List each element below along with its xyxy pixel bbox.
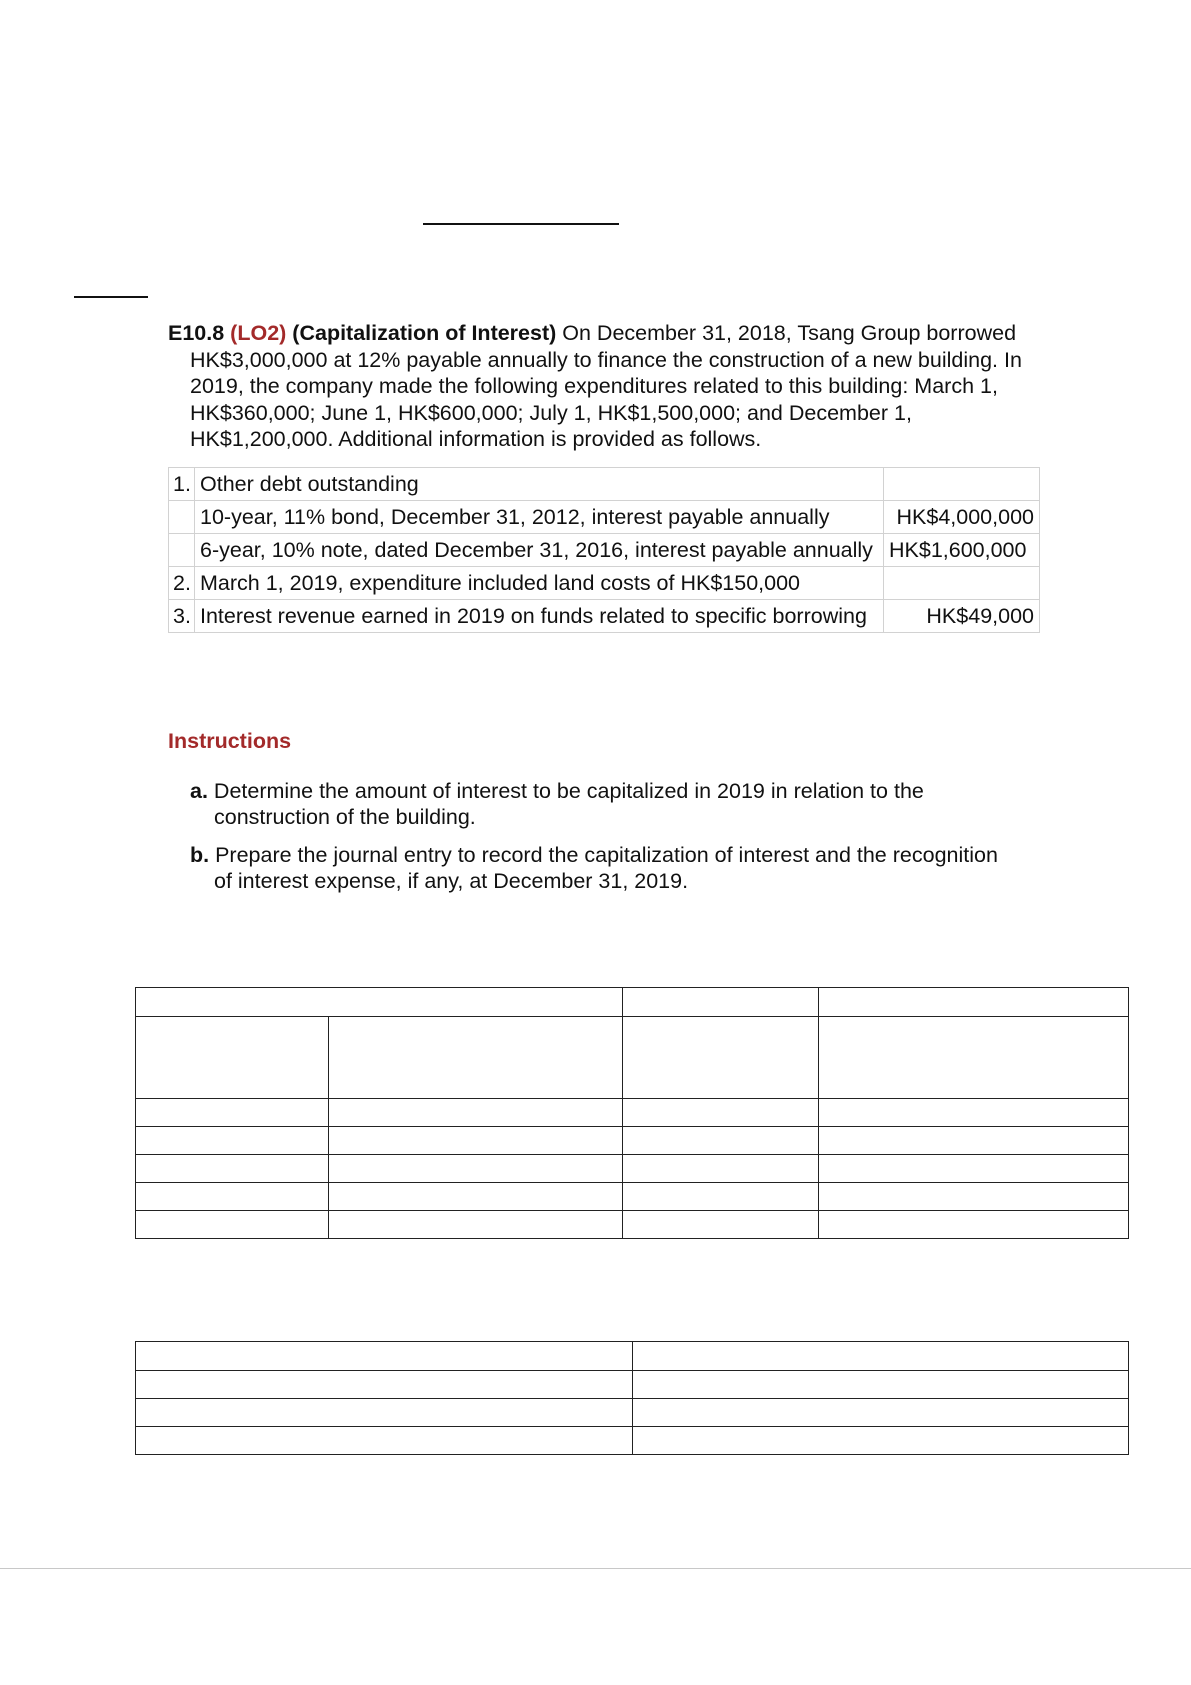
info-row (169, 534, 1040, 567)
info-row (169, 468, 1040, 501)
grid-cell[interactable] (819, 1099, 1129, 1127)
exercise-code: E10.8 (168, 321, 225, 345)
instruction-item (190, 778, 1010, 830)
grid-cell[interactable] (819, 1155, 1129, 1183)
instructions-heading: Instructions (168, 729, 292, 753)
info-row (169, 567, 1040, 600)
grid-row (136, 1427, 1129, 1455)
grid-cell[interactable] (329, 1127, 623, 1155)
info-row (169, 501, 1040, 534)
grid-cell[interactable] (329, 1099, 623, 1127)
grid-cell[interactable] (623, 1017, 819, 1099)
grid-cell[interactable] (623, 1127, 819, 1155)
grid-row (136, 1399, 1129, 1427)
instruction-letter: b. (190, 843, 210, 867)
grid-row (136, 1211, 1129, 1239)
learning-objective: (LO2) (230, 321, 287, 345)
info-row-number: 3. (169, 600, 195, 633)
additional-info-table (168, 467, 1040, 633)
grid-cell[interactable] (819, 1127, 1129, 1155)
info-row-number (169, 534, 195, 567)
exercise-statement (168, 320, 1048, 453)
grid-cell[interactable] (623, 1183, 819, 1211)
instruction-text: Prepare the journal entry to record the capitalization of interest and the recognition of interest expense, if any, at December 31, 2019. (214, 843, 998, 893)
info-row-number: 2. (169, 567, 195, 600)
grid-cell[interactable] (623, 988, 819, 1017)
grid-cell[interactable] (623, 1155, 819, 1183)
grid-row (136, 988, 1129, 1017)
top-rule (423, 223, 619, 225)
grid-cell[interactable] (136, 1155, 329, 1183)
info-row-text: 10-year, 11% bond, December 31, 2012, interest payable annually (195, 501, 884, 534)
info-row-amount (884, 468, 1040, 501)
instruction-text: Determine the amount of interest to be capitalized in 2019 in relation to the construction of the building. (213, 779, 924, 829)
grid-cell[interactable] (136, 1211, 329, 1239)
grid-cell[interactable] (633, 1371, 1129, 1399)
info-row-text: Other debt outstanding (195, 468, 884, 501)
instruction-item (190, 842, 1010, 894)
info-row-number: 1. (169, 468, 195, 501)
answer-grid-calculation (135, 987, 1129, 1239)
grid-cell[interactable] (623, 1099, 819, 1127)
exercise-paragraph (168, 320, 1048, 453)
grid-row (136, 1127, 1129, 1155)
grid-cell[interactable] (819, 1211, 1129, 1239)
grid-row (136, 1371, 1129, 1399)
info-row-text: Interest revenue earned in 2019 on funds related to specific borrowing (195, 600, 884, 633)
grid-cell[interactable] (633, 1399, 1129, 1427)
grid-row (136, 1342, 1129, 1371)
grid-cell[interactable] (136, 1183, 329, 1211)
info-row-amount: HK$49,000 (884, 600, 1040, 633)
grid-row (136, 1183, 1129, 1211)
exercise-topic: (Capitalization of Interest) (292, 321, 557, 345)
info-row-amount: HK$1,600,000 (884, 534, 1040, 567)
grid-cell[interactable] (819, 988, 1129, 1017)
grid-cell[interactable] (136, 1017, 329, 1099)
grid-cell[interactable] (633, 1427, 1129, 1455)
grid-cell[interactable] (329, 1183, 623, 1211)
grid-cell[interactable] (819, 1017, 1129, 1099)
grid-cell[interactable] (136, 1427, 633, 1455)
info-row-text: 6-year, 10% note, dated December 31, 2016, interest payable annually (195, 534, 884, 567)
grid-cell[interactable] (136, 1099, 329, 1127)
grid-cell[interactable] (633, 1342, 1129, 1371)
grid-cell[interactable] (329, 1155, 623, 1183)
grid-cell[interactable] (623, 1211, 819, 1239)
grid-row (136, 1099, 1129, 1127)
info-row-amount: HK$4,000,000 (884, 501, 1040, 534)
answer-grid-journal (135, 1341, 1129, 1455)
instructions-list (190, 778, 1010, 906)
grid-row (136, 1017, 1129, 1099)
left-short-rule (74, 296, 148, 298)
info-row-amount (884, 567, 1040, 600)
page-footer-line (0, 1568, 1191, 1569)
grid-cell[interactable] (329, 1017, 623, 1099)
exercise-body: On December 31, 2018, Tsang Group borrowed HK$3,000,000 at 12% payable annually to finance the construction of a new building. In 2019, the company made the following expenditures related to this building: March 1, HK$360,000; June 1, HK$600,000; July 1, HK$1,500,000; and December 1, HK$1,200,000. Additional information is provided as follows. (190, 321, 1022, 451)
grid-cell[interactable] (136, 1399, 633, 1427)
info-row-text: March 1, 2019, expenditure included land costs of HK$150,000 (195, 567, 884, 600)
instruction-letter: a. (190, 779, 208, 803)
grid-cell[interactable] (136, 1342, 633, 1371)
grid-cell[interactable] (819, 1183, 1129, 1211)
grid-cell[interactable] (136, 1127, 329, 1155)
info-row-number (169, 501, 195, 534)
grid-row (136, 1155, 1129, 1183)
grid-cell[interactable] (136, 1371, 633, 1399)
info-row (169, 600, 1040, 633)
grid-cell[interactable] (329, 1211, 623, 1239)
grid-cell[interactable] (136, 988, 623, 1017)
